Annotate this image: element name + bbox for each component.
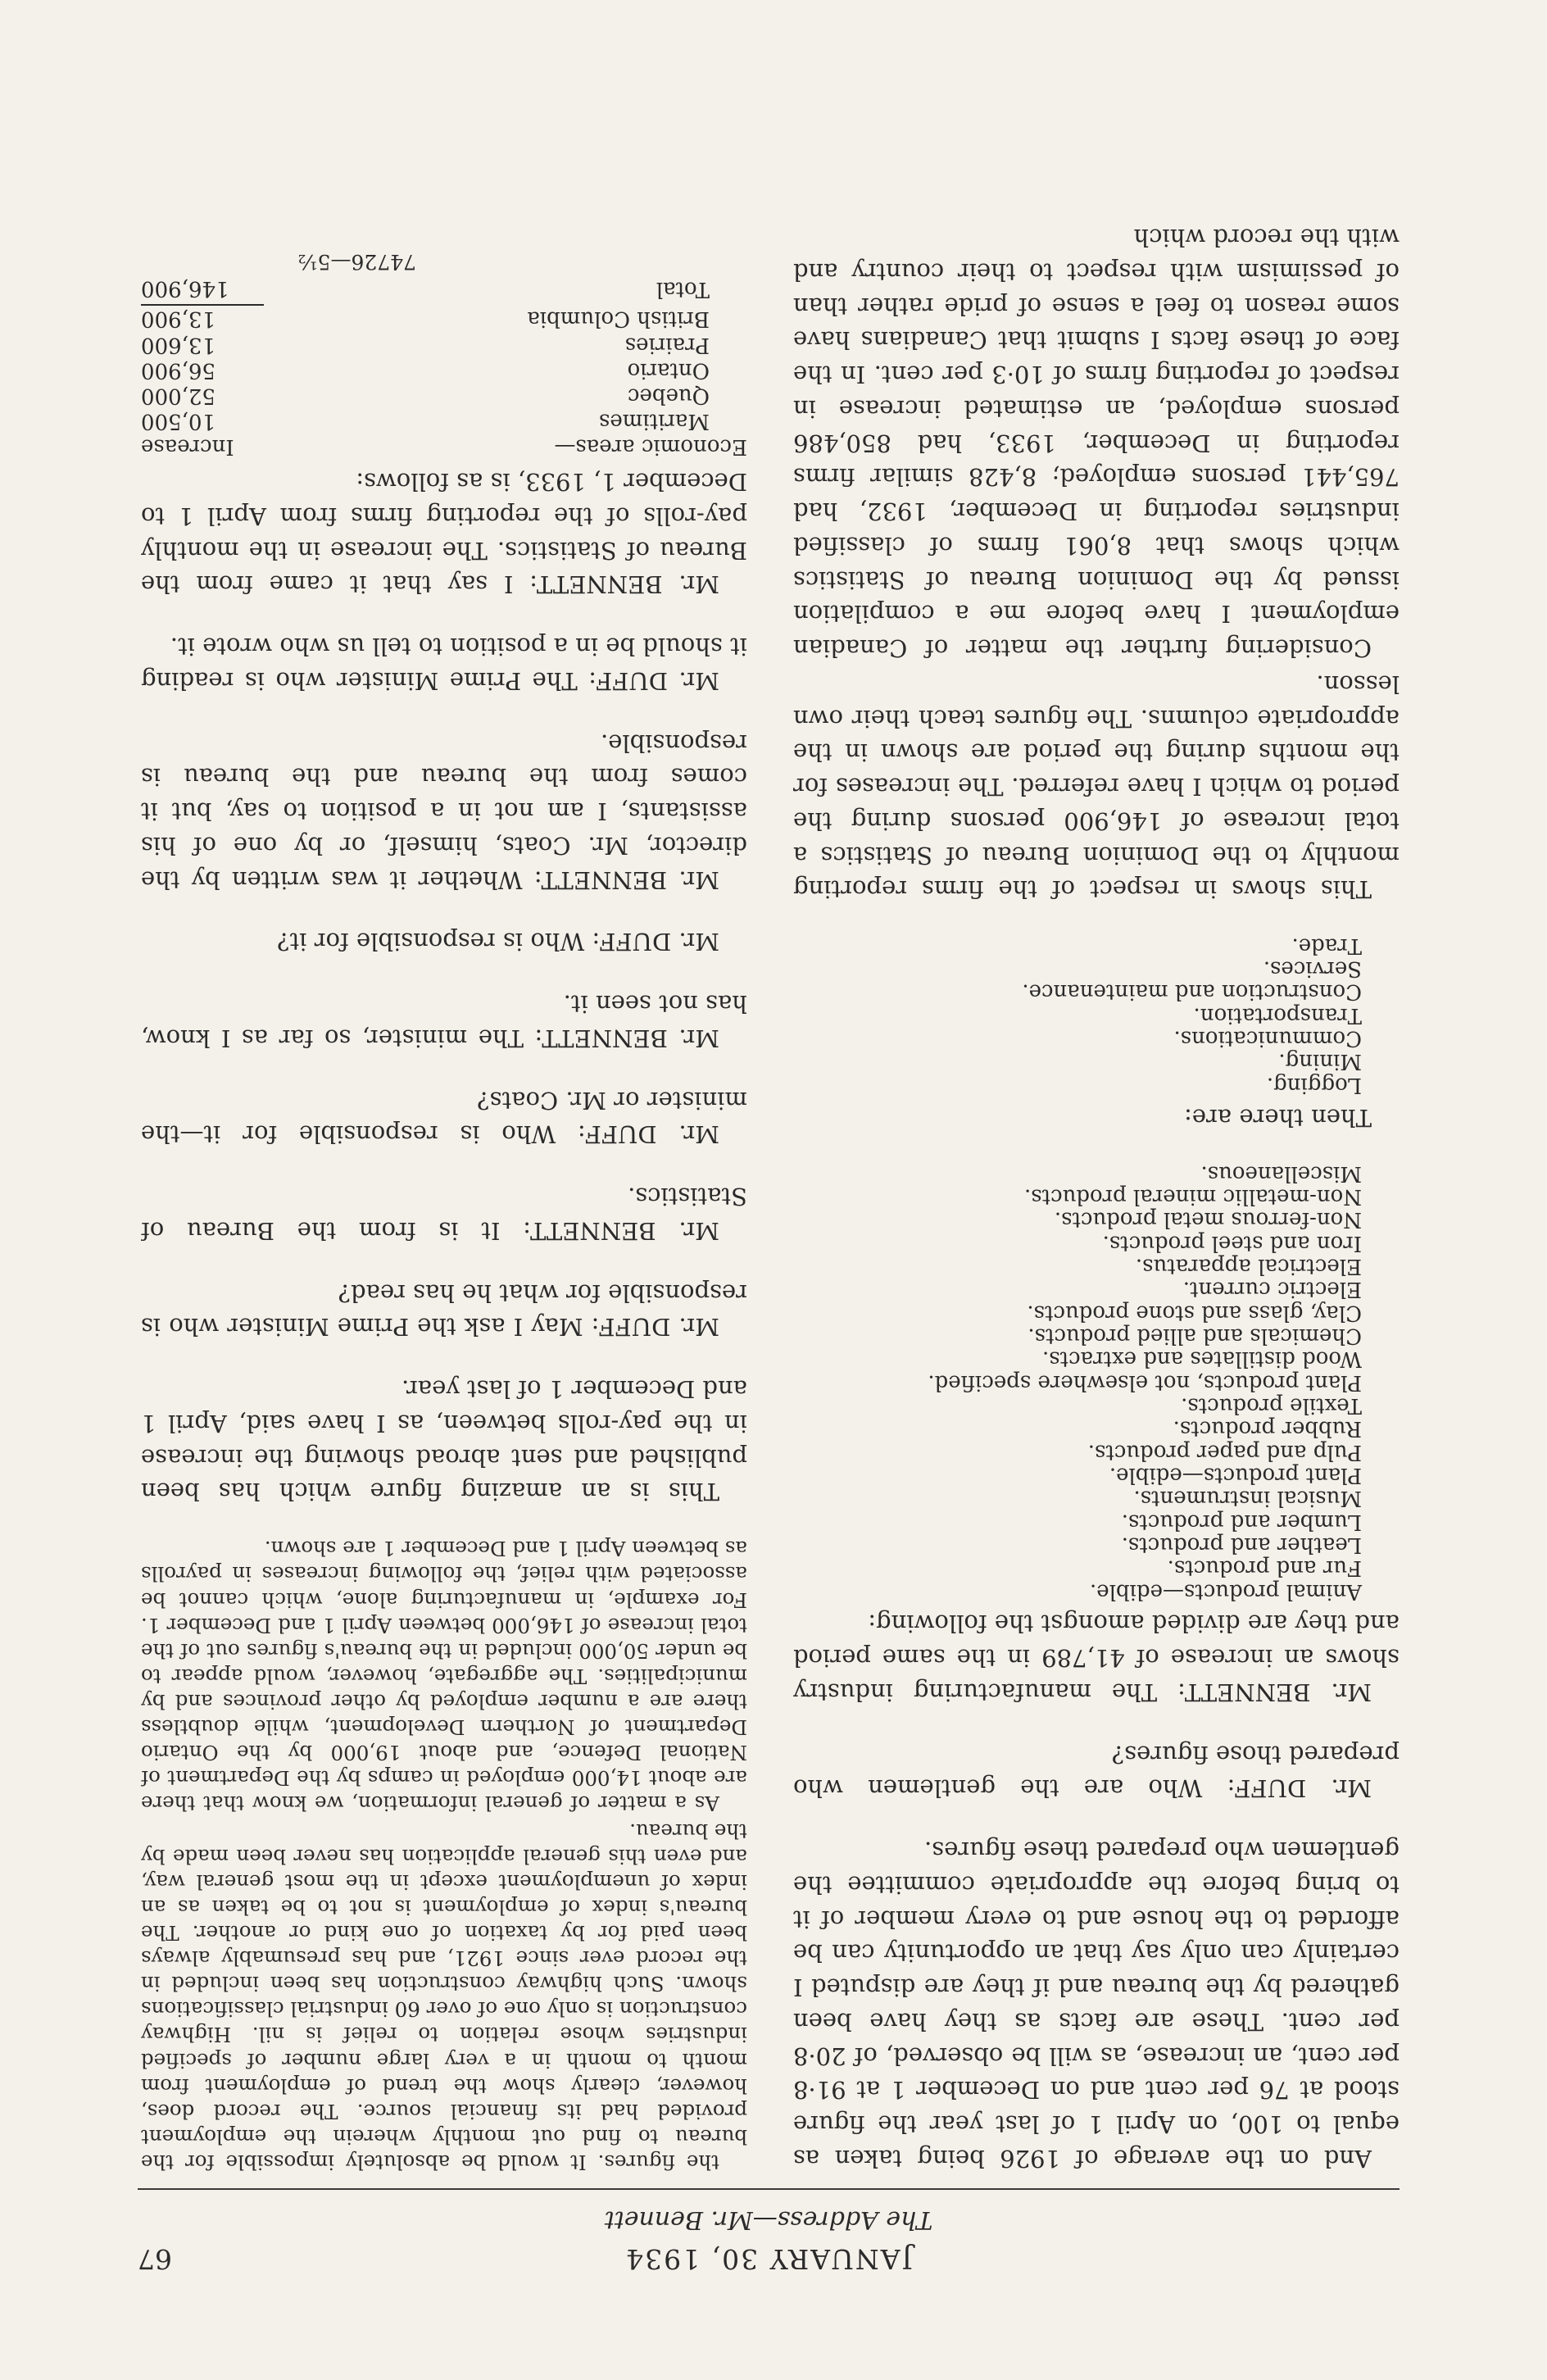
paragraph: Mr. DUFF: The Prime Minister who is reading it should be in a position to tell us who wrote it. [141,633,747,695]
table-cell-area: Maritimes [598,409,710,434]
paragraph: Mr. BENNETT: The manufacturing industry shows an increase of 41,789 in the same period and they are divided amongst the following: [793,1610,1400,1706]
paragraph: This is an amazing figure which has been published and sent abroad showing the increase in the pay-rolls between, as I have said, April 1 and December 1 of last year. [141,1375,747,1506]
table-header-value: Increase [141,434,234,460]
footer-code: 74726—5½ [297,250,416,274]
table-total-label: Total [656,276,710,302]
page-header [138,2192,1400,2282]
quote-paragraph: As a matter of general information, we know that there are about 14,000 employed in camps by the Department of National Defence, and about 19,000 by the Ontario Department of Northern Development, while doubtless there are a number employed by other provinces and by municipalities. The aggregate, however, would appear to be under 50,000 included in the bureau's figures out of the total increase of 146,000 between April 1 and December 1. For example, in manufacturing alone, which cannot be associated with relief, the following increases in payrolls as between April 1 and December 1 are shown. [141,1537,747,1816]
paragraph: Mr. BENNETT: The minister, so far as I know, has not seen it. [141,990,747,1052]
table-total-value: 146,900 [141,275,264,305]
paragraph: Mr. DUFF: Who is responsible for it—the minister or Mr. Coats? [141,1086,747,1149]
table-row [141,383,747,408]
quote-paragraph: the figures. It would be absolutely impossible for the bureau to find out monthly wherein the employment provided had its financial source. The record does, however, clearly show the trend of employment from month to month in a very large number of specified industries whose relation to relief is nil. Highway construction is only one of over 60 industrial classifications shown. Such highway construction has been included in the record ever since 1921, and has presumably always been paid for by taxation of one kind or another. The bureau's index of employment is not to be taken as an index of unemployment except in the most general way, and even this general application has never been made by the bureau. [141,1819,747,2174]
list-item: Construction and maintenance. [1022,979,1362,1005]
list-item: Transportation. [1193,1002,1362,1028]
table-cell-area: Prairies [624,332,710,357]
list-item: Fur and products. [1167,1556,1362,1581]
list-item: Mining. [1278,1049,1362,1074]
list-item: Musical instruments. [1133,1486,1362,1511]
paragraph: Then there are: [1184,1103,1372,1132]
list-item: Logging. [1266,1072,1362,1097]
list-item: Electrical apparatus. [1135,1254,1362,1279]
list-item: Non-ferrous metal products. [1054,1207,1362,1233]
paragraph: And on the average of 1926 being taken as equal to 100, on April 1 of last year the figure stood at 76 per cent and on December 1 at 91·8 per cent, an increase, as will be observed, of 20·8 per cent. These are facts as they have been gathered by the bureau and if they are disputed I certainly can only say that an opportunity can be afforded to the house and to every member of it to bring before the appropriate committee the gentlemen who prepared these figures. [793,1837,1400,2173]
paragraph: Mr. DUFF: Who are the gentlemen who prepared those figures? [793,1740,1400,1803]
table-cell-value: 13,600 [141,332,215,357]
table-total-row [141,275,747,305]
list-item: Communications. [1173,1026,1362,1051]
list-item: Wood distillates and extracts. [1041,1347,1362,1372]
header-date: JANUARY 30, 1934 [624,2243,913,2275]
paragraph: This shows in respect of the firms reporting monthly to the Dominion Bureau of Statistics a total increase of 146,900 persons during the period to which I have referred. The increases for the months during the period are shown in the appropriate columns. The figures teach their own lesson. [793,670,1400,904]
list-item: Textile products. [1181,1393,1362,1419]
list-item: Clay, glass and stone products. [1027,1300,1362,1325]
table-header-label: Economic areas— [554,434,747,460]
increase-table [141,275,747,459]
industry-list [793,1162,1400,1603]
list-item: Plant products, not elsewhere specified. [928,1369,1362,1395]
table-row [141,305,747,331]
table-cell-value: 10,500 [141,409,215,434]
other-group-list [793,933,1400,1096]
table-cell-value: 13,900 [141,307,215,332]
list-item: Electric current. [1182,1277,1362,1302]
paragraph: Mr. BENNETT: I say that it came from the Bureau of Statistics. The increase in the monthly pay-rolls of the reporting firms from April 1 to December 1, 1933, is as follows: [141,468,747,599]
table-cell-value: 56,900 [141,357,215,383]
page-number: 67 [138,2243,172,2275]
list-item: Non-metallic mineral products. [1023,1184,1362,1210]
list-item: Pulp and paper products. [1087,1439,1362,1465]
table-row [141,331,747,357]
table-cell-area: British Columbia [527,306,710,331]
list-item: Services. [1263,956,1362,982]
paragraph: Mr. DUFF: Who is responsible for it? [277,928,719,956]
list-item: Chemicals and allied products. [1028,1324,1362,1349]
list-item: Plant products—edible. [1109,1463,1362,1488]
list-item: Animal products—edible. [1090,1578,1362,1604]
header-subtitle: The Address—Mr. Bennett [604,2205,933,2234]
list-item: Lumber and products. [1121,1509,1362,1534]
paragraph: Mr. BENNETT: Whether it was written by the director, Mr. Coats, himself, or by one of his assistants, I am not in a position to say, but it comes from the bureau and the bureau is responsible. [141,729,747,894]
header-rule [138,2188,1400,2190]
table-row [141,408,747,434]
list-item: Rubber products. [1173,1416,1362,1442]
paragraph: Considering further the matter of Canadian employment I have before me a compilation issued by the Dominion Bureau of Statistics which shows that 8,061 firms of classified industries reporting in December, 1932, had 765,441 persons employed; 8,428 similar firms reporting in December, 1933, had 850,486 persons employed, an estimated increase in respect of reporting firms of 10·3 per cent. In the face of these facts I submit that Canadians have some reason to feel a sense of pride rather than of pessimism with respect to their country and with the record which [793,224,1400,663]
list-item: Iron and steel products. [1102,1230,1362,1256]
left-column [793,175,1400,2175]
paragraph: Mr. BENNETT: It is from the Bureau of Statistics. [141,1183,747,1245]
table-cell-area: Quebec [627,383,710,408]
list-item: Miscellaneous. [1200,1160,1362,1186]
table-cell-area: Ontario [627,357,710,383]
table-cell-value: 52,000 [141,383,215,408]
paragraph: Mr. DUFF: May I ask the Prime Minister who is responsible for what he has read? [141,1279,747,1342]
table-header-row [141,434,747,459]
table-row [141,357,747,383]
list-item: Trade. [1291,933,1362,958]
right-column [141,175,747,2175]
list-item: Leather and products. [1121,1533,1362,1558]
